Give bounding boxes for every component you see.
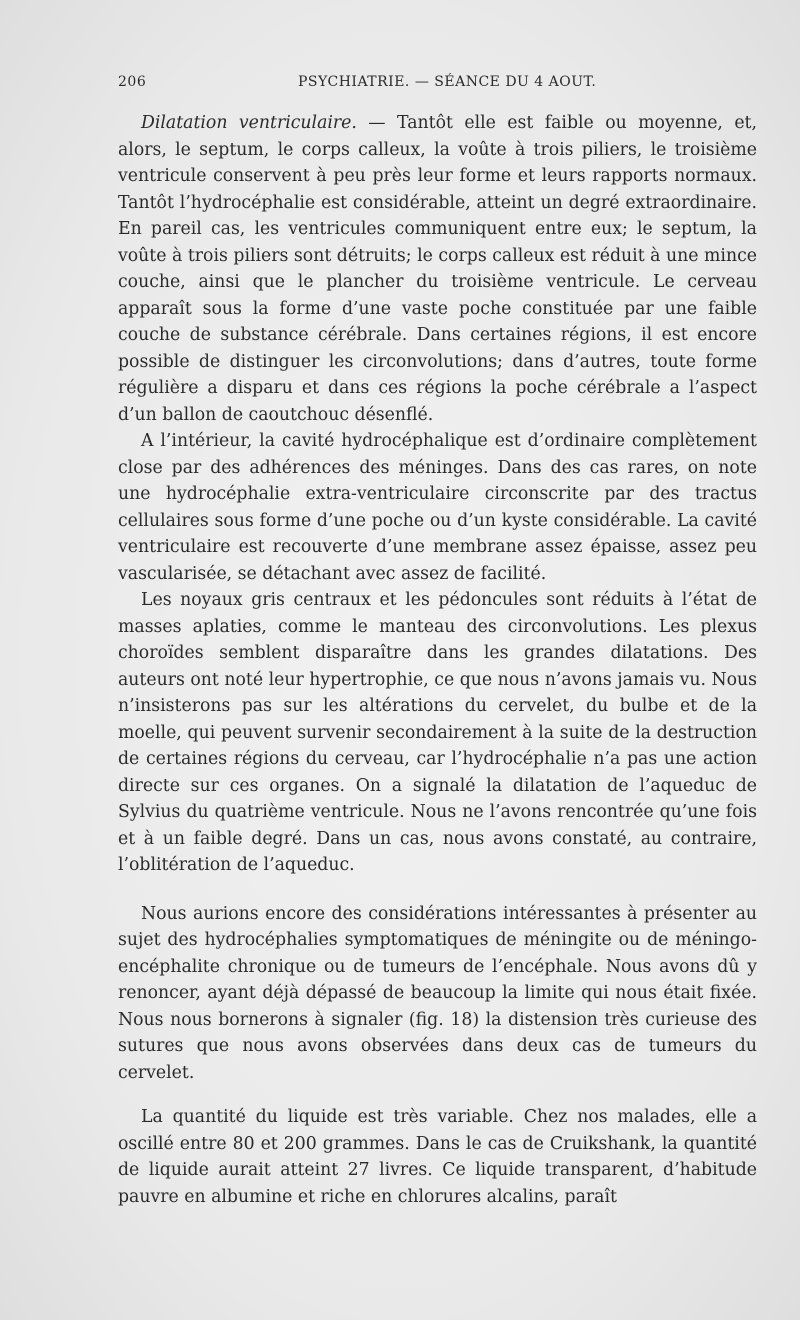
paragraph: La quantité du liquide est très variable. Chez nos malades, elle a oscillé entre 80 et 200 grammes. Dans le cas de Cruikshank, la quantité de liquide aurait atteint 27 livres. Ce liquide transparent, d’habitude pauvre en albumine et riche en chlorures alcalins, paraît: [118, 1107, 757, 1207]
paragraph: Les noyaux gris centraux et les pédoncules sont réduits à l’état de masses aplaties, comme le manteau des circonvolutions. Les plexus choroïdes semblent disparaître dans les grandes dilatations. Des auteurs ont noté leur hypertrophie, ce que nous n’avons jamais vu. Nous n’insisterons pas sur les altérations du cervelet, du bulbe et de la moelle, qui peuvent survenir secondairement à la suite de la destruction de certaines régions du cerveau, car l’hydrocéphalie n’a pas une action directe sur ces organes. On a signalé la dilatation de l’aqueduc de Sylvius du quatrième ventricule. Nous ne l’avons rencontrée qu’une fois et à un faible degré. Dans un cas, nous avons constaté, au contraire, l’oblitération de l’aqueduc.: [118, 590, 757, 875]
page-body: [118, 110, 757, 1210]
paragraph-text: — Tantôt elle est faible ou moyenne, et, alors, le septum, le corps calleux, la voûte à trois piliers, le troisième ventricule conservent à peu près leur forme et leurs rapports normaux. Tantôt l’hydrocéphalie est considérable, atteint un degré extraordinaire. En pareil cas, les ventricules communiquent entre eux; le septum, la voûte à trois piliers sont détruits; le corps calleux est réduit à une mince couche, ainsi que le plancher du troisième ventricule. Le cerveau apparaît sous la forme d’une vaste poche constituée par une faible couche de substance cérébrale. Dans certaines régions, il est encore possible de distinguer les circonvolutions; dans d’autres, toute forme régulière a disparu et dans ces régions la poche cérébrale a l’aspect d’un ballon de caoutchouc désenflé.: [118, 113, 757, 425]
page-number: 206: [118, 74, 147, 90]
running-title: PSYCHIATRIE. — SÉANCE DU 4 AOUT.: [298, 74, 597, 90]
paragraph: [118, 110, 757, 428]
section-heading: Dilatation ventriculaire.: [141, 113, 357, 133]
paragraph: Nous aurions encore des considérations intéressantes à présenter au sujet des hydrocéphalies symptomatiques de méningite ou de méningo-encéphalite chronique ou de tumeurs de l’encéphale. Nous avons dû y renoncer, ayant déjà dépassé de beaucoup la limite qui nous était fixée. Nous nous bornerons à signaler (fig. 18) la distension très curieuse des sutures que nous avons observées dans deux cas de tumeurs du cervelet.: [118, 903, 757, 1083]
page-header: [118, 74, 678, 96]
paragraph: A l’intérieur, la cavité hydrocéphalique est d’ordinaire complètement close par des adhérences des méninges. Dans des cas rares, on note une hydrocéphalie extra-ventriculaire circonscrite par des tractus cellulaires sous forme d’une poche ou d’un kyste considérable. La cavité ventriculaire est recouverte d’une membrane assez épaisse, assez peu vascularisée, se détachant avec assez de facilité.: [118, 431, 757, 584]
